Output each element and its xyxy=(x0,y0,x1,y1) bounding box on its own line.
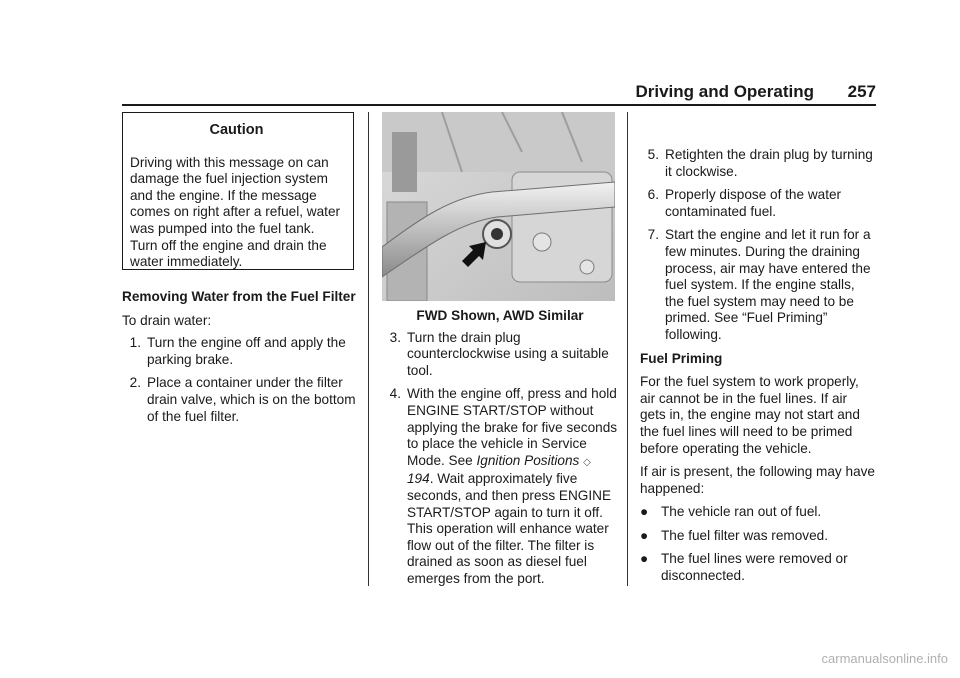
figure-caption: FWD Shown, AWD Similar xyxy=(416,308,584,323)
bullet-text: The fuel lines were removed or disconnected. xyxy=(661,551,848,584)
list-item xyxy=(382,330,618,380)
paragraph: For the fuel system to work properly, air cannot be in the fuel lines. If air gets in, the engine may not start and the fuel lines will need to be primed before operating the vehicle. xyxy=(640,374,860,456)
list-item xyxy=(640,528,876,545)
list-item xyxy=(640,227,876,343)
step-text: Turn the engine off and apply the parking brake. xyxy=(147,335,346,367)
step-number: 7. xyxy=(647,227,659,243)
list-item xyxy=(640,504,876,521)
column-3 xyxy=(640,114,876,585)
step-text: Retighten the drain plug by turning it clockwise. xyxy=(665,147,873,179)
caution-title: Caution xyxy=(209,122,264,138)
step-text: Start the engine and let it run for a few minutes. During the draining process, air may have entered the fuel system. If the engine stalls, the fuel system may need to be primed. See “Fuel Priming” following. xyxy=(665,227,871,342)
step-number: 1. xyxy=(129,335,141,351)
column-divider xyxy=(368,112,369,586)
header-divider xyxy=(122,104,876,106)
xref-title: Ignition Positions xyxy=(476,452,580,468)
column-2 xyxy=(382,112,618,588)
steps-list xyxy=(382,330,618,588)
caution-box xyxy=(122,112,354,270)
list-item xyxy=(640,147,876,180)
step-number: 4. xyxy=(389,386,401,402)
column-divider xyxy=(627,112,628,586)
caution-text: Driving with this message on can damage the fuel injection system and the engine. If the message comes on right after a refuel, water was pumped into the fuel tank. Turn off the engine and drain the water immediately. xyxy=(130,154,341,270)
list-item xyxy=(122,335,358,368)
bullet-icon: ● xyxy=(640,551,649,567)
step-text: Place a container under the filter drain valve, which is on the bottom of the fuel filter. xyxy=(147,375,356,424)
page-ref-icon: ◇ xyxy=(583,456,591,468)
paragraph: If air is present, the following may have happened: xyxy=(640,464,875,496)
section-heading: Removing Water from the Fuel Filter xyxy=(122,289,356,304)
page-number: 257 xyxy=(847,82,876,101)
step-text: Turn the drain plug counterclockwise using a suitable tool. xyxy=(407,329,609,378)
page-header xyxy=(122,82,876,104)
steps-list xyxy=(640,147,876,344)
bullet-text: The fuel filter was removed. xyxy=(661,527,828,543)
step-number: 2. xyxy=(129,375,141,391)
intro-text: To drain water: xyxy=(122,312,212,328)
bullet-list xyxy=(640,504,876,584)
xref-page: 194 xyxy=(407,471,430,487)
step-text xyxy=(407,386,618,587)
list-item xyxy=(122,375,358,425)
section-title: Driving and Operating xyxy=(635,82,814,101)
watermark: carmanualsonline.info xyxy=(821,651,948,666)
step-number: 6. xyxy=(647,187,659,203)
list-item xyxy=(640,187,876,220)
bullet-icon: ● xyxy=(640,504,649,520)
step-text-part: . Wait approximately five seconds, and then press ENGINE START/STOP again to turn it off. This operation will enhance water flow out of the filter. The filter is drained as soon as diesel fuel emerges from the port. xyxy=(407,471,612,586)
bullet-text: The vehicle ran out of fuel. xyxy=(661,504,822,520)
section-heading: Fuel Priming xyxy=(640,350,723,366)
step-text: Properly dispose of the water contaminated fuel. xyxy=(665,187,842,219)
fuel-filter-photo xyxy=(382,112,615,301)
steps-list xyxy=(122,335,358,425)
step-text-part: With the engine off, press and hold ENGINE START/STOP without applying the brake for five seconds to place the vehicle in Service Mode. See xyxy=(407,386,618,468)
list-item xyxy=(640,551,876,584)
step-number: 5. xyxy=(647,147,659,162)
list-item xyxy=(382,386,618,587)
column-1 xyxy=(122,112,358,425)
bullet-icon: ● xyxy=(640,527,649,543)
step-number: 3. xyxy=(389,329,401,345)
